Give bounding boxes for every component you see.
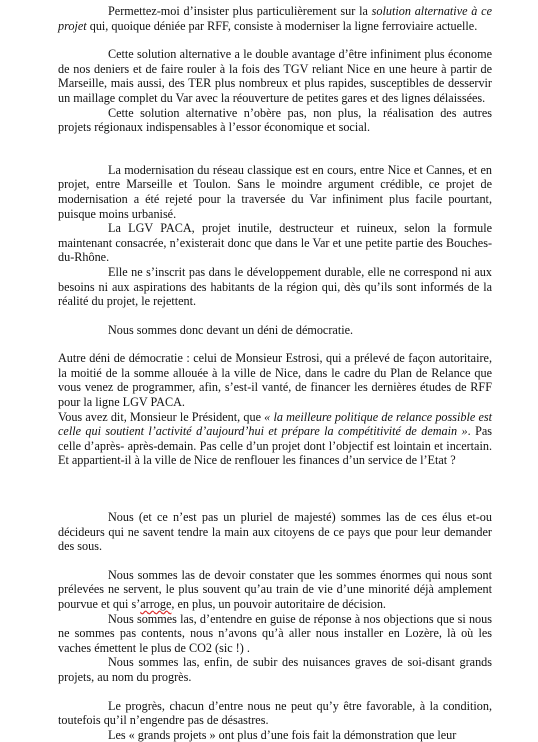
- paragraph-1: [58, 4, 492, 33]
- text-run: Permettez-moi d’insister plus particulièrement sur la: [108, 4, 372, 18]
- text-run: Elle ne s’inscrit pas dans le développement durable, elle ne correspond ni aux besoins ni aux aspirations des habitants de la région qui, dès qu’ils sont informés de la réalité du projet, le rejettent.: [58, 264, 492, 309]
- paragraph-10: [58, 510, 492, 554]
- text-run: Les « grands projets » ont plus d’une fois fait la démonstration que leur: [108, 727, 457, 742]
- paragraph-13: [58, 655, 492, 684]
- paragraph-8: [58, 351, 492, 409]
- paragraph-5: [58, 221, 492, 265]
- text-run: Nous sommes las, enfin, de subir des nuisances graves de soi-disant grands projets, au nom du progrès.: [58, 655, 492, 684]
- text-run: Nous sommes las, d’entendre en guise de réponse à nos objections que si nous ne sommes pas contents, nous n’avons qu’à aller nous installer en Lozère, là où les vaches émettent le plus de CO2 (sic !) .: [58, 611, 492, 655]
- text-run: Nous sommes las de devoir constater que les sommes énormes qui nous sont prélevées ne servent, le plus souvent qu’au train de vie d’une minorité déjà amplement pourvue et qui s’: [58, 567, 492, 611]
- paragraph-7: [58, 323, 492, 338]
- text-run: . Pas celle d’après- après-demain. Pas celle d’un projet dont l’objectif est lointain et incertain. Et appartient-il à la ville de Nice de renflouer les finances d’un service de l’Etat ?: [58, 424, 493, 468]
- document-page: [58, 4, 492, 742]
- paragraph-11: [58, 568, 492, 612]
- italic-run: solution alternative à ce projet: [58, 4, 492, 33]
- paragraph-2: [58, 47, 492, 105]
- paragraph-4: [58, 163, 492, 221]
- text-run: La modernisation du réseau classique est en cours, entre Nice et Cannes, et en projet, entre Marseille et Toulon. Sans le moindre argument crédible, ce projet de modernisation a été rejeté pour la traversée du Var infiniment plus facile pourtant, puisque moins urbanisé.: [58, 162, 492, 221]
- text-run: Cette solution alternative a le double avantage d’être infiniment plus économe de nos deniers et de faire rouler à la fois des TGV reliant Nice en une heure à partir de Marseille, mais aussi, des TER plus nombreux et plus rapides, susceptibles de desservir un maillage complet du Var avec la réouverture de petites gares et des lignes délaissées.: [58, 47, 492, 105]
- text-run: Autre déni de démocratie : celui de Monsieur Estrosi, qui a prélevé de façon autoritaire, la moitié de la somme allouée à la ville de Nice, dans le cadre du Plan de Relance que vous venez de programmer, afin, s’est-il vanté, de financer les dernières études de RFF pour la ligne LGV PACA.: [58, 351, 492, 410]
- text-run: qui, quoique déniée par RFF, consiste à moderniser la ligne ferroviaire actuelle.: [86, 18, 478, 33]
- paragraph-14: [58, 699, 492, 728]
- paragraph-12: [58, 612, 492, 656]
- text-run: , en plus, un pouvoir autoritaire de décision.: [171, 597, 386, 611]
- text-run: Vous avez dit, Monsieur le Président, que: [58, 409, 265, 424]
- paragraph-9: [58, 410, 492, 468]
- paragraph-6: [58, 265, 492, 309]
- paragraph-3: [58, 106, 492, 135]
- quote-italic-run: « la meilleure politique de relance possible est celle qui soutient l’activité d’aujourd’hui et prépare la compétitivité de demain »: [58, 409, 492, 439]
- text-run: La LGV PACA, projet inutile, destructeur et ruineux, selon la formule maintenant consacrée, n’existerait donc que dans le Var et une petite partie des Bouches-du-Rhône.: [58, 221, 492, 265]
- text-run: Nous (et ce n’est pas un pluriel de majesté) sommes las de ces élus et-ou décideurs qui ne savent tendre la main aux citoyens de ce pays que pour leur demander des sous.: [58, 510, 492, 554]
- spellcheck-word: arroge: [140, 597, 172, 611]
- text-run: Cette solution alternative n’obère pas, non plus, la réalisation des autres projets régionaux indispensables à l’essor économique et social.: [58, 105, 492, 135]
- paragraph-15: [58, 728, 492, 742]
- text-run: Le progrès, chacun d’entre nous ne peut qu’y être favorable, à la condition, toutefois qu’il n’engendre pas de désastres.: [58, 698, 492, 728]
- text-run: Nous sommes donc devant un déni de démocratie.: [108, 322, 354, 337]
